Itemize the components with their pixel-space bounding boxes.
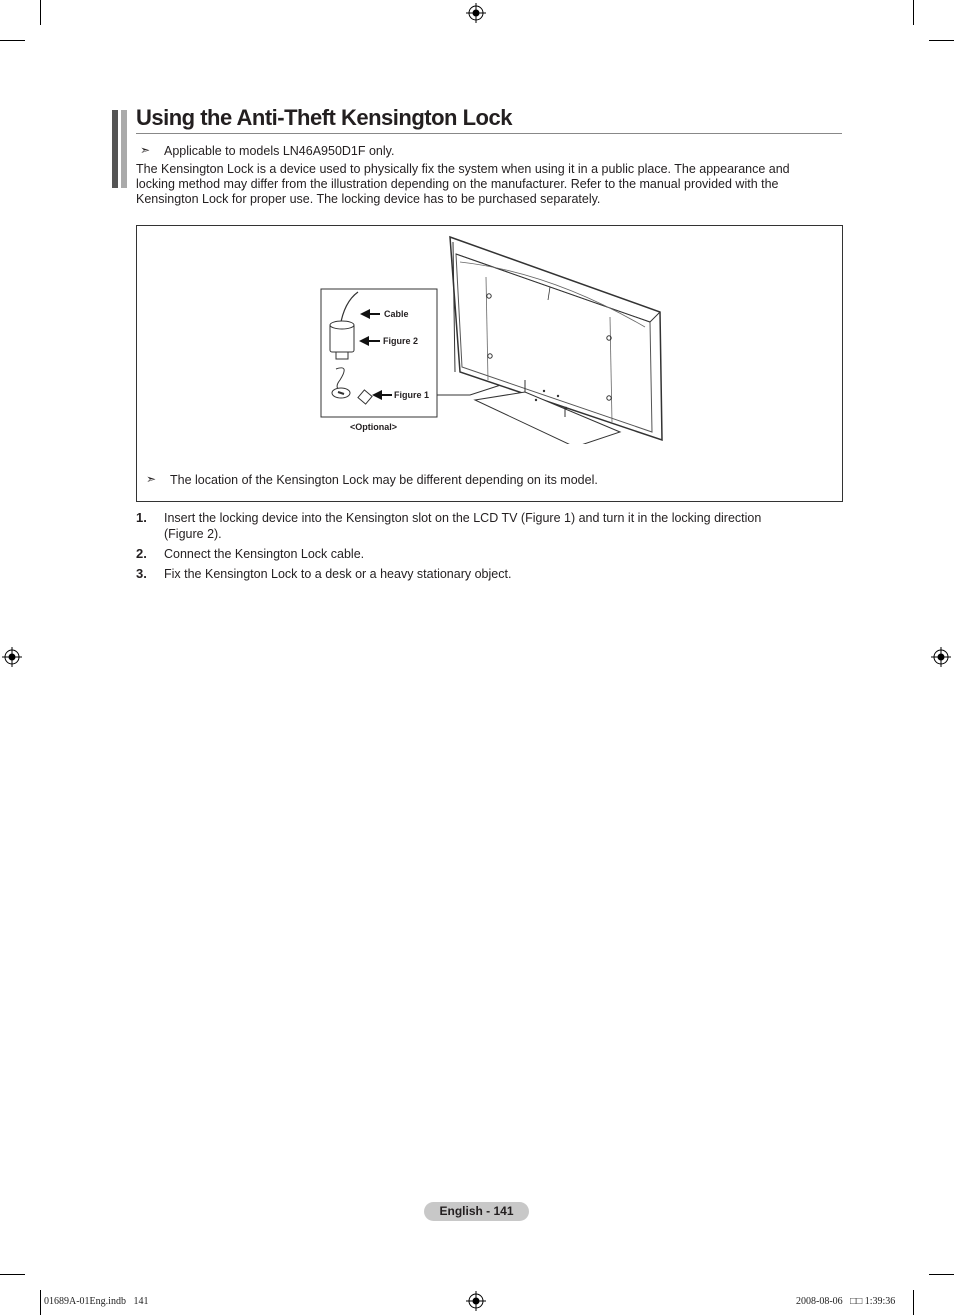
- title-accent-bar: [121, 110, 127, 188]
- page-number: English - 141: [424, 1202, 529, 1221]
- registration-mark-icon: [2, 647, 22, 667]
- crop-mark: [0, 1274, 25, 1275]
- label-figure2: Figure 2: [383, 336, 419, 346]
- crop-mark: [929, 1274, 954, 1275]
- slug-timestamp: 2008-08-06 □□ 1:39:36: [796, 1296, 896, 1307]
- note-arrow-icon: ➣: [146, 472, 157, 486]
- tv-back-illustration: [310, 232, 680, 444]
- crop-mark: [913, 1290, 914, 1315]
- label-cable: Cable: [384, 309, 409, 319]
- label-figure1: Figure 1: [394, 390, 430, 400]
- slug-filename: 01689A-01Eng.indb 141: [44, 1296, 149, 1307]
- step-text: Insert the locking device into the Kensington slot on the LCD TV (Figure 1) and turn it in the locking direction (Figure 2).: [164, 511, 762, 541]
- step-number: 3.: [136, 566, 147, 581]
- page-title: Using the Anti-Theft Kensington Lock: [136, 105, 512, 130]
- step-text: Connect the Kensington Lock cable.: [164, 547, 365, 561]
- step-text: Fix the Kensington Lock to a desk or a heavy stationary object.: [164, 567, 512, 581]
- figure-note: The location of the Kensington Lock may be different depending on its model.: [170, 473, 598, 487]
- step-number: 2.: [136, 546, 147, 561]
- registration-mark-icon: [466, 1291, 486, 1311]
- note-arrow-icon: ➣: [140, 143, 151, 157]
- crop-mark: [913, 0, 914, 25]
- crop-mark: [40, 0, 41, 25]
- applicable-note: Applicable to models LN46A950D1F only.: [164, 144, 395, 158]
- crop-mark: [0, 40, 25, 41]
- title-accent-bar: [112, 110, 118, 188]
- title-rule: [136, 133, 842, 134]
- registration-mark-icon: [931, 647, 951, 667]
- registration-mark-icon: [466, 3, 486, 23]
- crop-mark: [929, 40, 954, 41]
- intro-paragraph: The Kensington Lock is a device used to physically fix the system when using it in a public place. The appearance and locking method may differ from the illustration depending on the manufacturer. Refer to the manual provided with the Kensington Lock for proper use. The locking device has to be purchased separately.: [136, 162, 790, 206]
- crop-mark: [40, 1290, 41, 1315]
- label-optional: <Optional>: [350, 422, 398, 432]
- step-number: 1.: [136, 510, 147, 525]
